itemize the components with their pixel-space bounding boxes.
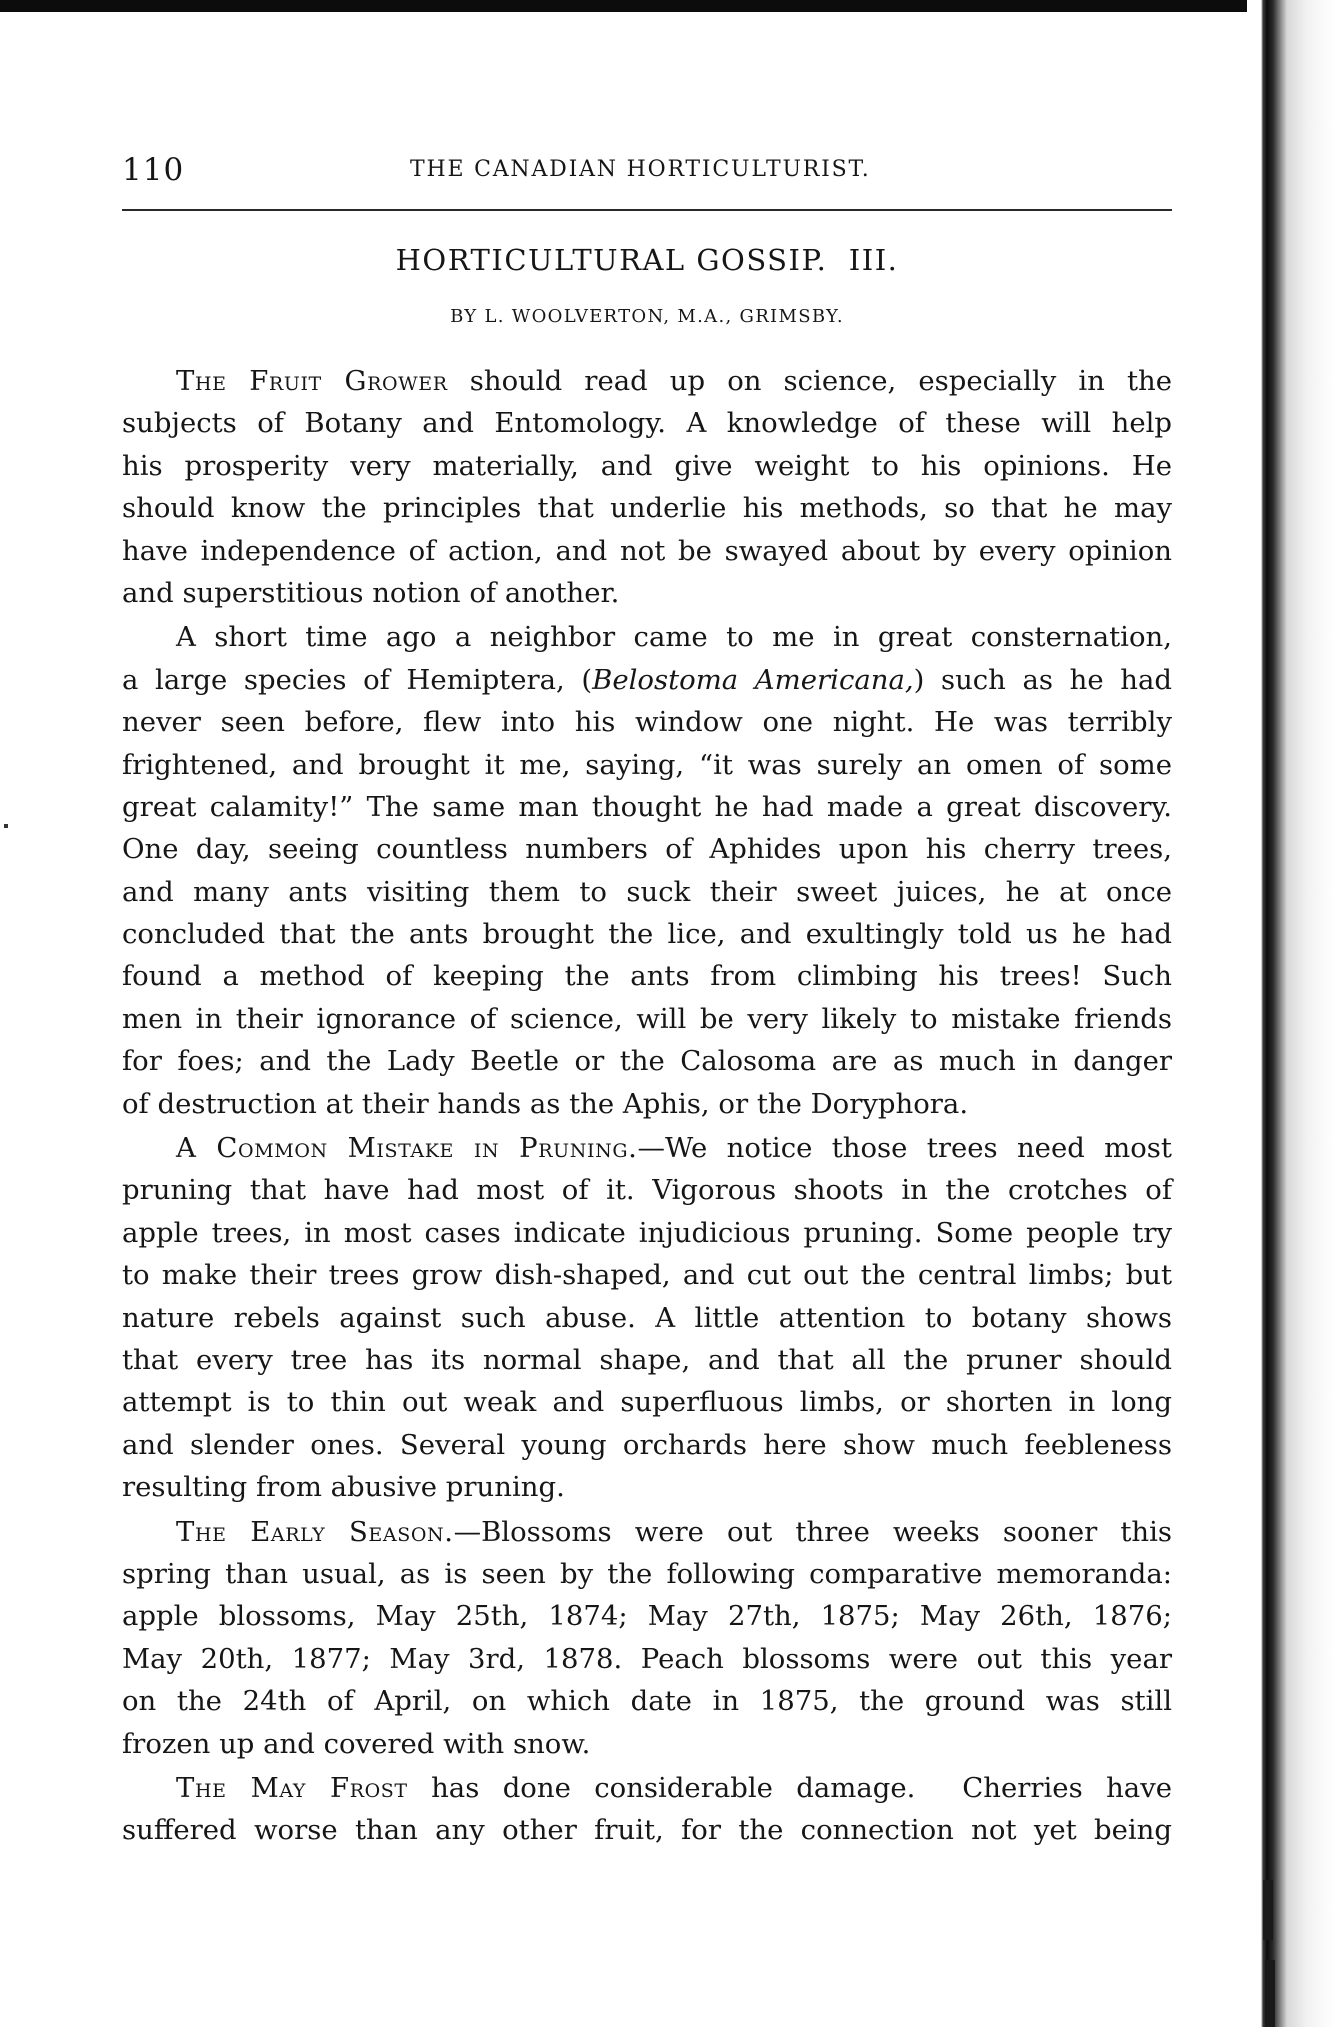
- text-line: nature rebels against such abuse. A little attention to botany shows: [122, 1301, 1172, 1334]
- text-line: and many ants visiting them to suck their sweet juices, he at once: [122, 875, 1172, 908]
- text-line: apple trees, in most cases indicate injudicious pruning. Some people try: [122, 1216, 1172, 1249]
- text-line: pruning that have had most of it. Vigorous shoots in the crotches of: [122, 1174, 1172, 1207]
- text-line: have independence of action, and not be swayed about by every opinion: [122, 534, 1172, 567]
- page-number: 110: [122, 152, 185, 188]
- text-line: subjects of Botany and Entomology. A knowledge of these will help: [122, 407, 1172, 440]
- text-line: spring than usual, as is seen by the following comparative memoranda:: [122, 1557, 1172, 1590]
- book-spine-edge: [1247, 0, 1335, 2027]
- text-line: May 20th, 1877; May 3rd, 1878. Peach blossoms were out this year: [122, 1642, 1172, 1675]
- text-line: frightened, and brought it me, saying, “it was surely an omen of some: [122, 748, 1172, 781]
- paragraph-may-frost: [122, 1767, 1172, 1852]
- text-line: great calamity!” The same man thought he had made a great discovery.: [122, 790, 1172, 823]
- running-head: [122, 152, 1172, 192]
- text-line: a large species of Hemiptera, (Belostoma Americana,) such as he had: [122, 663, 1172, 696]
- paragraph-lead-in: The Fruit Grower: [176, 365, 448, 397]
- species-name: Belostoma Americana,: [592, 663, 914, 696]
- text-line: his prosperity very materially, and give weight to his opinions. He: [122, 449, 1172, 482]
- paragraph-lead-in: The Early Season.: [176, 1515, 454, 1548]
- text-line: resulting from abusive pruning.: [122, 1471, 565, 1504]
- text-line: concluded that the ants brought the lice, and exultingly told us he had: [122, 918, 1172, 951]
- text-line: should know the principles that underlie his methods, so that he may: [122, 492, 1172, 525]
- paragraph-neighbor: [122, 616, 1172, 1125]
- spine-speck: [1265, 1960, 1275, 2027]
- margin-speck: [4, 824, 8, 828]
- header-rule: [122, 209, 1172, 211]
- text-line: frozen up and covered with snow.: [122, 1727, 591, 1760]
- text-line: and slender ones. Several young orchards here show much feebleness: [122, 1428, 1172, 1461]
- paragraph-pruning: [122, 1127, 1172, 1509]
- paragraph-lead-in: A Common Mistake in Pruning.: [176, 1132, 638, 1165]
- text-line: never seen before, flew into his window one night. He was terribly: [122, 706, 1172, 739]
- spine-speck: [1263, 1880, 1273, 1940]
- article-body: [122, 360, 1172, 1854]
- text-line: found a method of keeping the ants from climbing his trees! Such: [122, 960, 1172, 993]
- text-line: to make their trees grow dish-shaped, and cut out the central limbs; but: [122, 1259, 1172, 1292]
- text-line: apple blossoms, May 25th, 1874; May 27th, 1875; May 26th, 1876;: [122, 1600, 1172, 1633]
- scan-top-border: [0, 0, 1335, 12]
- text-line: of destruction at their hands as the Aphis, or the Doryphora.: [122, 1087, 969, 1120]
- text-line: for foes; and the Lady Beetle or the Calosoma are as much in danger: [122, 1045, 1172, 1078]
- text-line: attempt is to thin out weak and superfluous limbs, or shorten in long: [122, 1386, 1172, 1419]
- journal-title: THE CANADIAN HORTICULTURIST.: [410, 157, 871, 182]
- text-line: on the 24th of April, on which date in 1875, the ground was still: [122, 1685, 1172, 1718]
- text-line: One day, seeing countless numbers of Aphides upon his cherry trees,: [122, 833, 1172, 866]
- text-line: men in their ignorance of science, will be very likely to mistake friends: [122, 1002, 1172, 1035]
- article-title: HORTICULTURAL GOSSIP. III.: [395, 243, 899, 277]
- text-line: The May Frost has done considerable damage. Cherries have: [176, 1771, 1173, 1804]
- text-line: suffered worse than any other fruit, for the connection not yet being: [122, 1814, 1172, 1847]
- article-byline: BY L. WOOLVERTON, M.A., GRIMSBY.: [450, 306, 844, 327]
- text-line: A short time ago a neighbor came to me in great consternation,: [176, 621, 1172, 654]
- text-line: that every tree has its normal shape, and that all the pruner should: [122, 1343, 1172, 1376]
- text-line: A Common Mistake in Pruning.—We notice those trees need most: [176, 1132, 1172, 1165]
- text-line: The Early Season.—Blossoms were out three weeks sooner this: [176, 1515, 1172, 1548]
- paragraph-early-season: [122, 1511, 1172, 1765]
- text-line: The Fruit Grower should read up on science, especially in the: [176, 365, 1172, 397]
- paragraph-fruit-grower: [122, 360, 1172, 614]
- text-line: and superstitious notion of another.: [122, 576, 620, 609]
- paragraph-lead-in: The May Frost: [176, 1771, 408, 1804]
